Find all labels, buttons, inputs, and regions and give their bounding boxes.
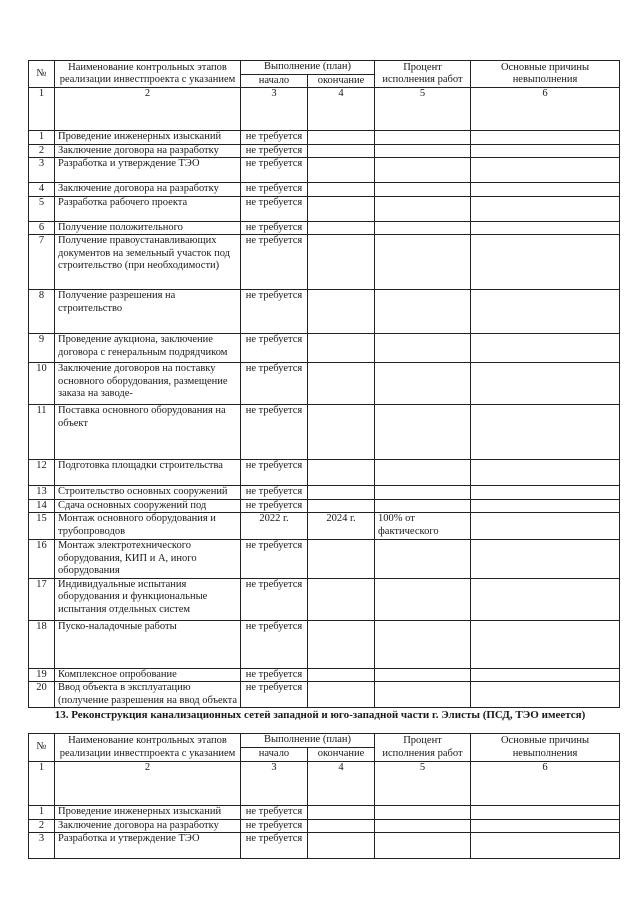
cell-end: [308, 235, 375, 290]
cell-percent: [375, 363, 471, 405]
cell-stage: Разработка рабочего проекта: [55, 196, 241, 221]
header-num: №: [29, 734, 55, 762]
cell-reasons: [471, 578, 620, 620]
cell-start: не требуется: [241, 486, 308, 500]
cell-stage: Монтаж основного оборудования и трубопроводов: [55, 513, 241, 540]
cell-stage: Заключение договора на разработку: [55, 819, 241, 833]
cell-stage: Заключение договоров на поставку основного оборудования, размещение заказа на заводе-: [55, 363, 241, 405]
header-num: №: [29, 61, 55, 88]
cell-end: [308, 806, 375, 820]
cell-stage: Ввод объекта в эксплуатацию (получение разрешения на ввод объекта: [55, 682, 241, 708]
cell-end: [308, 196, 375, 221]
cell-percent: [375, 806, 471, 820]
cell-stage: Индивидуальные испытания оборудования и функциональные испытания отдельных систем: [55, 578, 241, 620]
cell-percent: [375, 183, 471, 197]
cell-start: не требуется: [241, 158, 308, 183]
col-number: 6: [471, 88, 620, 131]
col-number: 2: [55, 762, 241, 806]
header-reasons: Основные причины невыполнения: [471, 734, 620, 762]
cell-reasons: [471, 158, 620, 183]
cell-stage: Заключение договора на разработку: [55, 183, 241, 197]
cell-reasons: [471, 183, 620, 197]
cell-start: не требуется: [241, 235, 308, 290]
cell-num: 9: [29, 334, 55, 363]
cell-reasons: [471, 499, 620, 513]
control-stages-table-2: [28, 733, 620, 859]
table-row: [29, 833, 620, 859]
cell-percent: [375, 819, 471, 833]
cell-percent: [375, 196, 471, 221]
cell-stage: Получение правоустанавливающих документов на земельный участок под строительство (при необходимости): [55, 235, 241, 290]
cell-stage: Пуско-наладочные работы: [55, 620, 241, 668]
cell-reasons: [471, 513, 620, 540]
table-row: [29, 131, 620, 145]
header-end: окончание: [308, 748, 375, 762]
cell-percent: [375, 131, 471, 145]
col-number: 3: [241, 762, 308, 806]
cell-stage: Разработка и утверждение ТЭО: [55, 158, 241, 183]
cell-reasons: [471, 682, 620, 708]
cell-end: [308, 486, 375, 500]
cell-reasons: [471, 334, 620, 363]
cell-end: [308, 290, 375, 334]
col-number: 3: [241, 88, 308, 131]
cell-percent: [375, 460, 471, 486]
cell-num: 3: [29, 158, 55, 183]
cell-num: 19: [29, 668, 55, 682]
cell-stage: Монтаж электротехнического оборудования, КИП и А, иного оборудования: [55, 540, 241, 579]
table-row: [29, 363, 620, 405]
cell-start: не требуется: [241, 620, 308, 668]
cell-percent: [375, 158, 471, 183]
cell-stage: Получение разрешения на строительство: [55, 290, 241, 334]
cell-end: [308, 131, 375, 145]
cell-percent: [375, 334, 471, 363]
cell-percent: [375, 290, 471, 334]
cell-start: не требуется: [241, 290, 308, 334]
cell-reasons: [471, 196, 620, 221]
cell-start: не требуется: [241, 183, 308, 197]
cell-num: 11: [29, 405, 55, 460]
header-start: начало: [241, 74, 308, 88]
col-number: 1: [29, 762, 55, 806]
cell-stage: Получение положительного: [55, 221, 241, 235]
cell-end: 2024 г.: [308, 513, 375, 540]
cell-num: 14: [29, 499, 55, 513]
cell-end: [308, 334, 375, 363]
cell-reasons: [471, 833, 620, 859]
cell-num: 6: [29, 221, 55, 235]
cell-num: 17: [29, 578, 55, 620]
cell-num: 1: [29, 131, 55, 145]
cell-end: [308, 499, 375, 513]
table-row: [29, 405, 620, 460]
cell-num: 8: [29, 290, 55, 334]
cell-num: 5: [29, 196, 55, 221]
cell-end: [308, 363, 375, 405]
cell-percent: [375, 499, 471, 513]
table-row: [29, 620, 620, 668]
col-number: 6: [471, 762, 620, 806]
section-title: 13. Реконструкция канализационных сетей западной и юго-западной части г. Элисты (ПСД, ТЭО имеется): [54, 709, 586, 721]
cell-start: не требуется: [241, 460, 308, 486]
cell-num: 2: [29, 144, 55, 158]
header-start: начало: [241, 748, 308, 762]
col-number: 5: [375, 762, 471, 806]
cell-num: 20: [29, 682, 55, 708]
cell-num: 12: [29, 460, 55, 486]
cell-start: не требуется: [241, 363, 308, 405]
table-row: [29, 578, 620, 620]
cell-percent: [375, 486, 471, 500]
cell-stage: Строительство основных сооружений: [55, 486, 241, 500]
cell-start: не требуется: [241, 221, 308, 235]
cell-start: не требуется: [241, 334, 308, 363]
header-percent: Процент исполнения работ: [375, 61, 471, 88]
table-row: [29, 513, 620, 540]
cell-num: 2: [29, 819, 55, 833]
cell-end: [308, 620, 375, 668]
cell-percent: 100% от фактического: [375, 513, 471, 540]
col-number: 4: [308, 88, 375, 131]
cell-stage: Поставка основного оборудования на объект: [55, 405, 241, 460]
cell-start: не требуется: [241, 668, 308, 682]
cell-num: 3: [29, 833, 55, 859]
cell-start: не требуется: [241, 819, 308, 833]
cell-percent: [375, 578, 471, 620]
cell-percent: [375, 682, 471, 708]
cell-end: [308, 682, 375, 708]
cell-end: [308, 460, 375, 486]
cell-end: [308, 221, 375, 235]
header-stage: Наименование контрольных этапов реализации инвестпроекта с указанием: [55, 734, 241, 762]
cell-num: 13: [29, 486, 55, 500]
col-number: 1: [29, 88, 55, 131]
cell-end: [308, 833, 375, 859]
cell-percent: [375, 144, 471, 158]
cell-percent: [375, 833, 471, 859]
table-row: [29, 668, 620, 682]
table-row: [29, 221, 620, 235]
cell-end: [308, 158, 375, 183]
table-row: [29, 196, 620, 221]
cell-start: не требуется: [241, 806, 308, 820]
cell-start: не требуется: [241, 131, 308, 145]
cell-end: [308, 183, 375, 197]
cell-reasons: [471, 235, 620, 290]
table-row: [29, 144, 620, 158]
cell-start: не требуется: [241, 196, 308, 221]
cell-end: [308, 578, 375, 620]
cell-percent: [375, 540, 471, 579]
cell-end: [308, 819, 375, 833]
cell-num: 15: [29, 513, 55, 540]
cell-start: не требуется: [241, 499, 308, 513]
table-row: [29, 540, 620, 579]
cell-start: не требуется: [241, 540, 308, 579]
cell-num: 18: [29, 620, 55, 668]
table-row: [29, 682, 620, 708]
table-row: [29, 183, 620, 197]
cell-stage: Проведение инженерных изысканий: [55, 131, 241, 145]
cell-percent: [375, 668, 471, 682]
cell-reasons: [471, 363, 620, 405]
header-plan: Выполнение (план): [241, 734, 375, 748]
cell-stage: Проведение аукциона, заключение договора с генеральным подрядчиком: [55, 334, 241, 363]
cell-num: 10: [29, 363, 55, 405]
table-row: [29, 158, 620, 183]
control-stages-table: [28, 60, 620, 708]
cell-percent: [375, 405, 471, 460]
table-row: [29, 486, 620, 500]
cell-stage: Заключение договора на разработку: [55, 144, 241, 158]
cell-start: не требуется: [241, 833, 308, 859]
cell-reasons: [471, 460, 620, 486]
cell-reasons: [471, 144, 620, 158]
cell-start: не требуется: [241, 682, 308, 708]
cell-start: не требуется: [241, 144, 308, 158]
table-row: [29, 290, 620, 334]
table-row: [29, 334, 620, 363]
col-number: 2: [55, 88, 241, 131]
table-row: [29, 819, 620, 833]
cell-end: [308, 668, 375, 682]
col-number: 4: [308, 762, 375, 806]
cell-percent: [375, 235, 471, 290]
header-end: окончание: [308, 74, 375, 88]
cell-start: не требуется: [241, 578, 308, 620]
cell-stage: Разработка и утверждение ТЭО: [55, 833, 241, 859]
col-number: 5: [375, 88, 471, 131]
cell-stage: Проведение инженерных изысканий: [55, 806, 241, 820]
header-reasons: Основные причины невыполнения: [471, 61, 620, 88]
cell-stage: Подготовка площадки строительства: [55, 460, 241, 486]
cell-num: 16: [29, 540, 55, 579]
header-percent: Процент исполнения работ: [375, 734, 471, 762]
cell-reasons: [471, 131, 620, 145]
cell-reasons: [471, 486, 620, 500]
header-plan: Выполнение (план): [241, 61, 375, 75]
cell-reasons: [471, 668, 620, 682]
cell-num: 4: [29, 183, 55, 197]
cell-end: [308, 144, 375, 158]
cell-stage: Сдача основных сооружений под: [55, 499, 241, 513]
cell-reasons: [471, 620, 620, 668]
cell-start: 2022 г.: [241, 513, 308, 540]
cell-end: [308, 540, 375, 579]
header-stage: Наименование контрольных этапов реализации инвестпроекта с указанием: [55, 61, 241, 88]
cell-end: [308, 405, 375, 460]
table-row: [29, 499, 620, 513]
cell-reasons: [471, 290, 620, 334]
table-row: [29, 235, 620, 290]
cell-reasons: [471, 405, 620, 460]
table-row: [29, 806, 620, 820]
cell-start: не требуется: [241, 405, 308, 460]
cell-reasons: [471, 221, 620, 235]
cell-reasons: [471, 806, 620, 820]
cell-stage: Комплексное опробование: [55, 668, 241, 682]
cell-reasons: [471, 819, 620, 833]
cell-reasons: [471, 540, 620, 579]
cell-num: 1: [29, 806, 55, 820]
cell-percent: [375, 221, 471, 235]
table-row: [29, 460, 620, 486]
cell-percent: [375, 620, 471, 668]
cell-num: 7: [29, 235, 55, 290]
